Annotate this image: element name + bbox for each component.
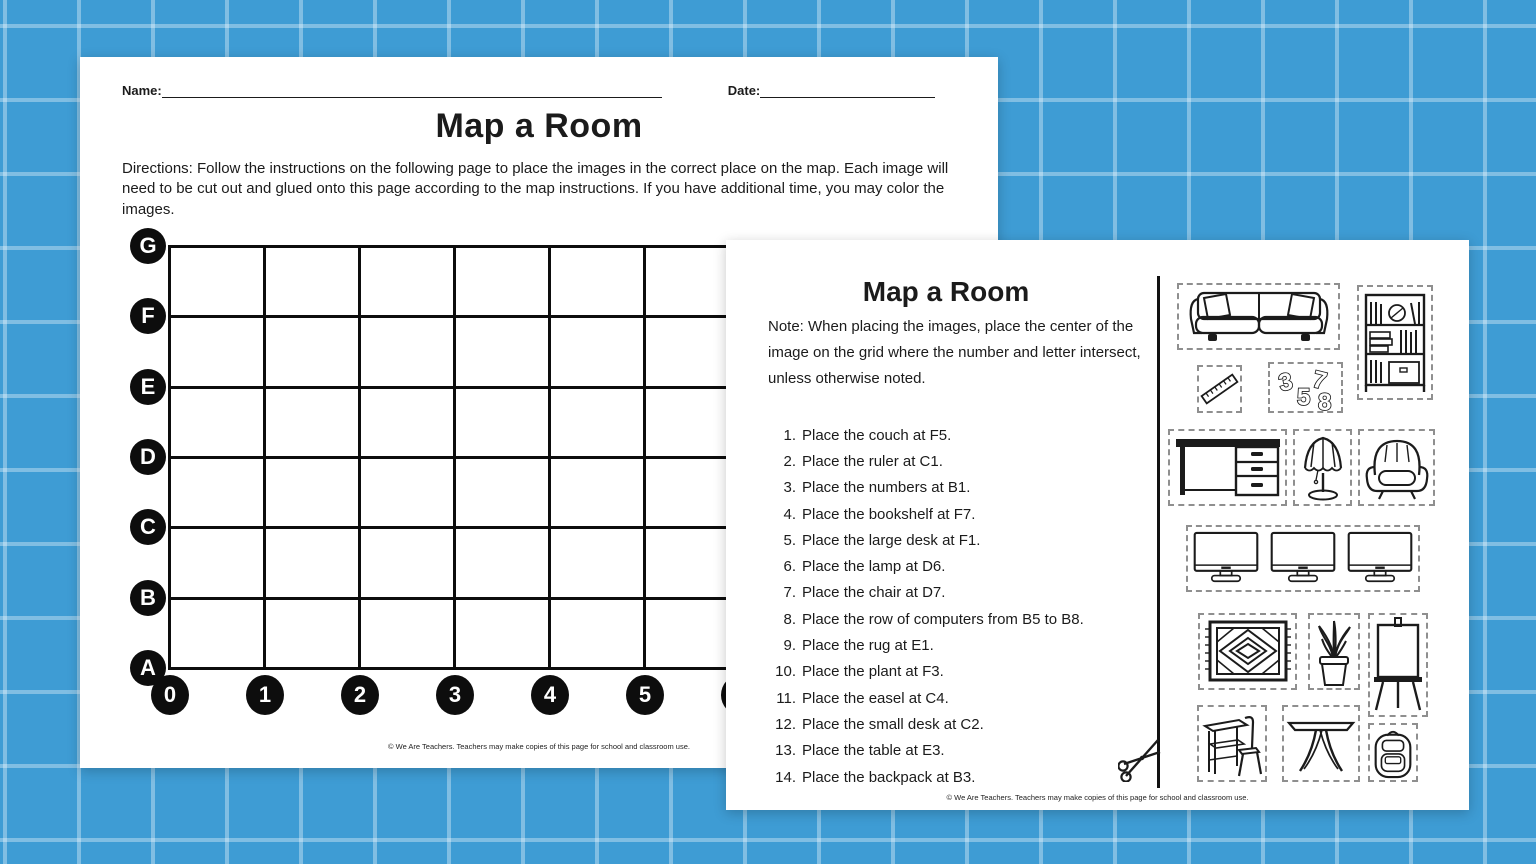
grid-line-v xyxy=(548,245,551,670)
directions-text: Directions: Follow the instructions on the following page to place the images in the correct place on the map. Each image will need to be cut out and glued onto this page according to the map instructions. If you have additional time, you may color the images. xyxy=(122,160,949,218)
list-item: 11. Place the easel at C4. xyxy=(776,689,949,707)
list-item: 4. Place the bookshelf at F7. xyxy=(783,505,976,523)
grid-row-label: E xyxy=(130,369,166,405)
svg-text:8: 8 xyxy=(1317,388,1331,411)
grid-line-v xyxy=(168,245,171,670)
cutout-numbers xyxy=(1268,362,1343,413)
small-desk-icon xyxy=(1201,710,1263,778)
grid-row-label: G xyxy=(130,228,166,264)
rug-icon xyxy=(1204,619,1292,685)
svg-text:7: 7 xyxy=(1309,365,1329,395)
cutout-large-desk xyxy=(1168,429,1287,506)
list-item: 9. Place the rug at E1. xyxy=(783,637,934,655)
table-icon xyxy=(1286,711,1356,777)
couch-icon xyxy=(1184,289,1334,345)
ruler-icon xyxy=(1199,368,1240,410)
large-desk-icon xyxy=(1174,436,1282,500)
copyright-footer: © We Are Teachers. Teachers may make copies of this page for school and classroom use. xyxy=(388,742,690,751)
grid-col-label: 4 xyxy=(531,675,569,715)
page-title: Map a Room xyxy=(862,276,1030,307)
computer-icon xyxy=(1269,531,1337,586)
cutout-ruler xyxy=(1197,365,1242,413)
cutout-computer-row xyxy=(1186,525,1420,592)
cutout-table xyxy=(1282,705,1360,782)
list-item: 10. Place the plant at F3. xyxy=(775,663,944,681)
computer-icon xyxy=(1192,531,1260,586)
grid-col-label: 1 xyxy=(246,675,284,715)
cutout-couch xyxy=(1177,283,1340,350)
grid-line-v xyxy=(643,245,646,670)
grid-col-label: 5 xyxy=(626,675,664,715)
copyright-footer: © We Are Teachers. Teachers may make copies of this page for school and classroom use. xyxy=(946,793,1249,802)
grid-col-label: 2 xyxy=(341,675,379,715)
cutout-rug xyxy=(1198,613,1297,690)
list-item: 3. Place the numbers at B1. xyxy=(783,479,971,497)
instruction-list xyxy=(766,422,1151,790)
numbers-icon xyxy=(1271,365,1341,411)
cut-divider-line xyxy=(1157,276,1160,788)
list-item: 7. Place the chair at D7. xyxy=(783,584,946,602)
cutout-bookshelf xyxy=(1357,285,1433,400)
list-item: 12. Place the small desk at C2. xyxy=(775,715,984,733)
cutout-armchair xyxy=(1358,429,1435,506)
list-item: 14. Place the backpack at B3. xyxy=(775,768,976,786)
cutout-backpack xyxy=(1368,723,1418,782)
grid-row-label: D xyxy=(130,439,166,475)
bookshelf-icon xyxy=(1363,292,1427,394)
list-item: 8. Place the row of computers from B5 to B8. xyxy=(783,610,1084,628)
list-item: 5. Place the large desk at F1. xyxy=(783,531,981,549)
grid-row-label: B xyxy=(130,580,166,616)
grid-line-v xyxy=(453,245,456,670)
cutout-lamp xyxy=(1293,429,1352,506)
armchair-icon xyxy=(1363,435,1431,501)
scissors-icon xyxy=(1118,736,1164,782)
name-label: Name: xyxy=(122,83,162,98)
grid-line-v xyxy=(263,245,266,670)
grid-col-label: 3 xyxy=(436,675,474,715)
grid-col-label: 0 xyxy=(151,675,189,715)
plant-icon xyxy=(1312,617,1356,687)
name-blank-line xyxy=(162,83,662,98)
list-item: 13. Place the table at E3. xyxy=(775,742,945,760)
backpack-icon xyxy=(1372,727,1414,779)
grid-row-label: C xyxy=(130,509,166,545)
lamp-icon xyxy=(1297,433,1349,503)
cutout-easel xyxy=(1368,613,1428,717)
svg-text:5: 5 xyxy=(1296,383,1310,411)
date-label: Date: xyxy=(727,83,761,98)
computer-icon xyxy=(1346,531,1414,586)
note-text: Note: When placing the images, place the center of the image on the grid where the number and letter intersect, unless otherwise noted. xyxy=(768,318,1141,387)
grid-line-v xyxy=(358,245,361,670)
cutout-plant xyxy=(1308,613,1360,690)
list-item: 6. Place the lamp at D6. xyxy=(783,558,946,576)
worksheet-instructions-page xyxy=(726,240,1469,810)
svg-text:3: 3 xyxy=(1275,367,1295,397)
grid-row-label: A xyxy=(130,650,166,686)
date-blank-line xyxy=(760,83,935,98)
list-item: 1. Place the couch at F5. xyxy=(783,426,952,444)
easel-icon xyxy=(1371,616,1425,714)
page-title: Map a Room xyxy=(435,107,643,145)
grid-row-label: F xyxy=(130,298,166,334)
cutout-small-desk xyxy=(1197,705,1267,782)
name-date-row xyxy=(122,83,958,98)
list-item: 2. Place the ruler at C1. xyxy=(783,452,943,470)
